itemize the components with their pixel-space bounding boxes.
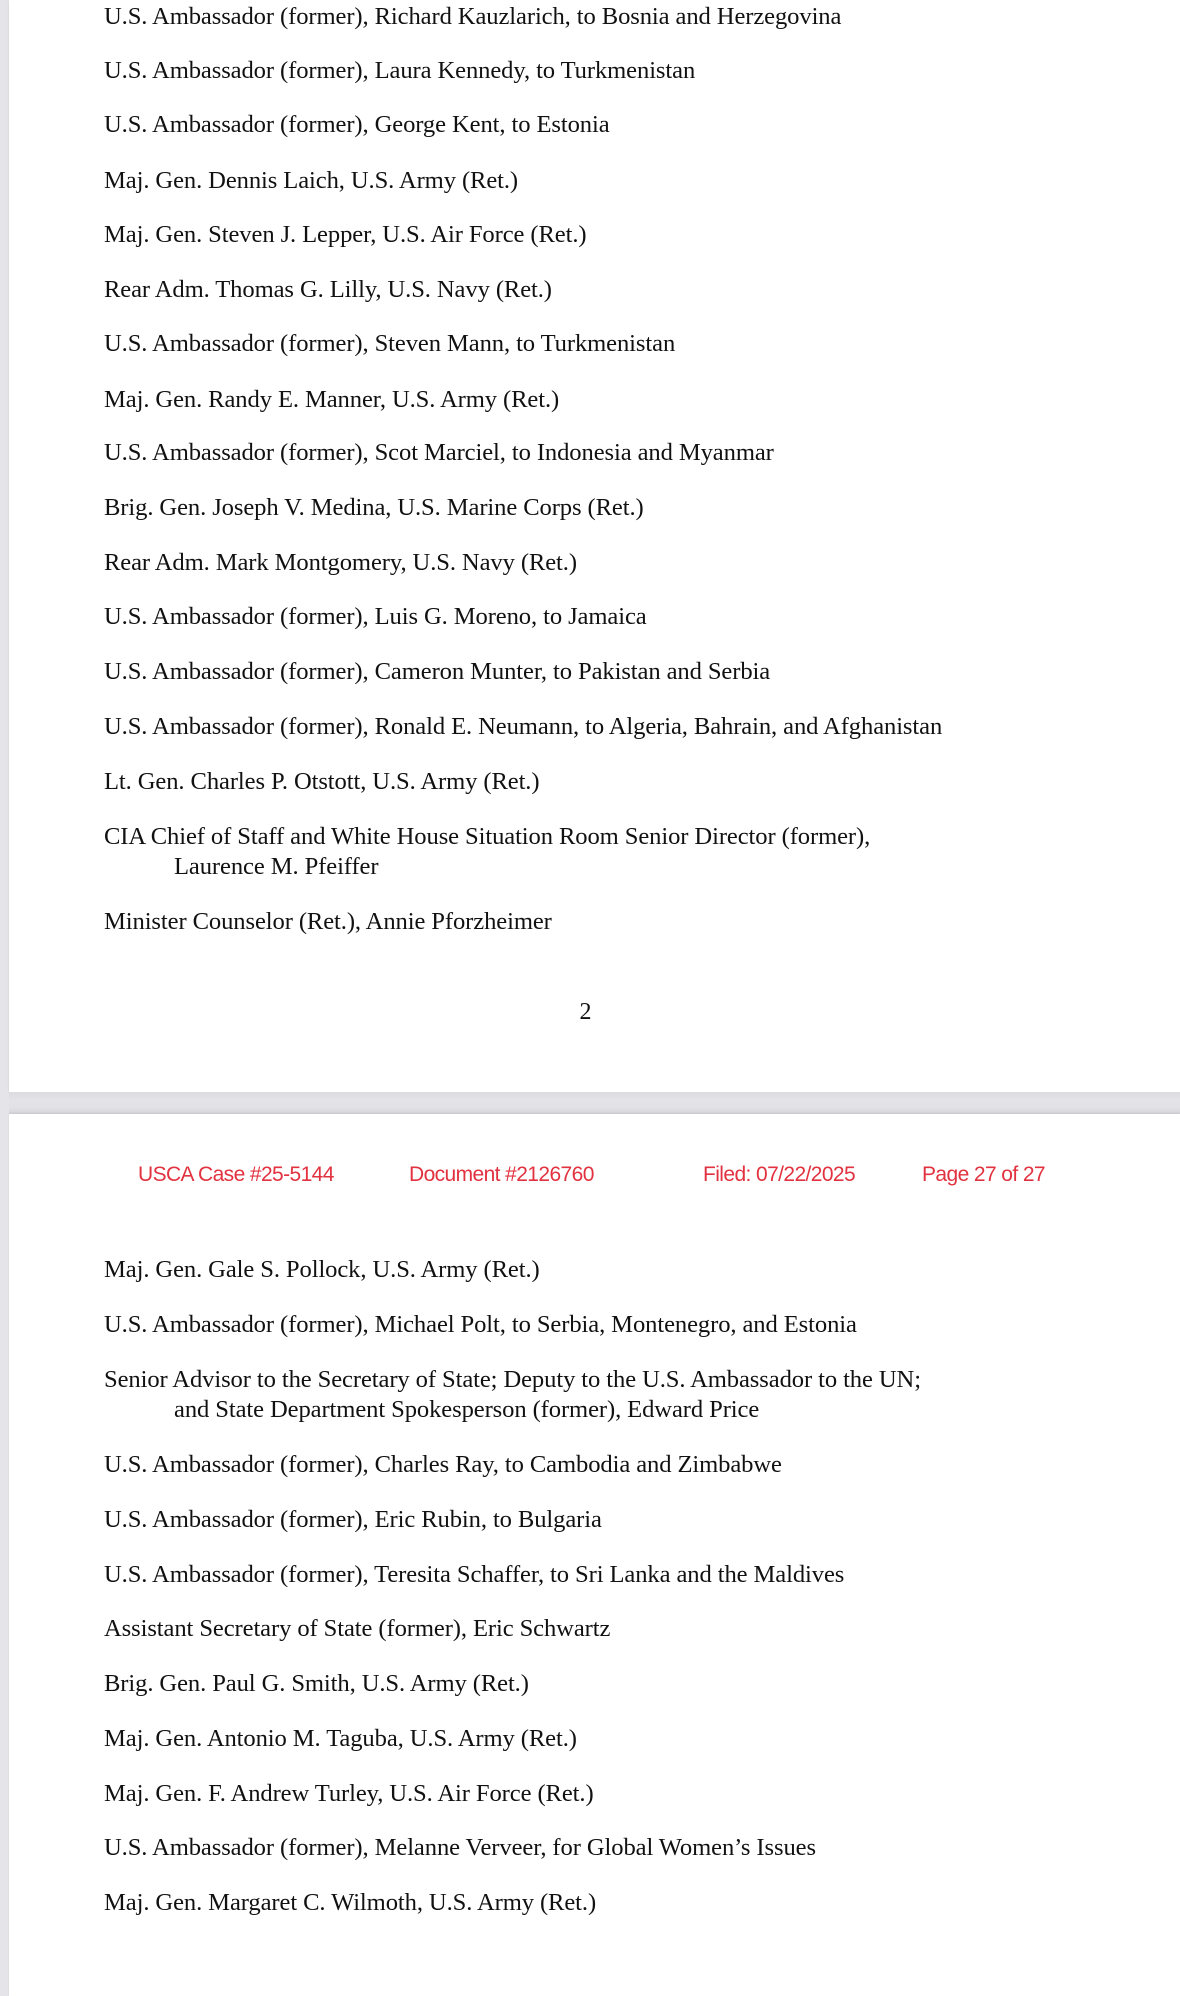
- document-page-bottom: [9, 1114, 1180, 1996]
- signatory-text: U.S. Ambassador (former), Melanne Verveer, for Global Women’s Issues: [104, 1834, 816, 1861]
- signatory-text: Maj. Gen. Dennis Laich, U.S. Army (Ret.): [104, 167, 519, 194]
- signatory-text: Maj. Gen. Gale S. Pollock, U.S. Army (Ret.): [104, 1256, 540, 1283]
- signatory-text: U.S. Ambassador (former), Richard Kauzlarich, to Bosnia and Herzegovina: [104, 3, 842, 30]
- signatory-text-continued: Laurence M. Pfeiffer: [174, 853, 379, 880]
- case-header: [0, 1160, 1180, 1190]
- signatory-entry: [104, 493, 644, 523]
- signatory-entry: [104, 110, 610, 140]
- signatory-entry: [104, 1833, 816, 1863]
- signatory-entry: [104, 657, 770, 687]
- signatory-text: Minister Counselor (Ret.), Annie Pforzheimer: [104, 908, 552, 935]
- signatory-entry: [104, 1310, 857, 1340]
- signatory-entry: [104, 1888, 596, 1918]
- signatory-entry: [104, 1779, 594, 1809]
- signatory-entry: [104, 329, 675, 359]
- page-separator: [9, 1092, 1180, 1114]
- signatory-text: Maj. Gen. Steven J. Lepper, U.S. Air Force (Ret.): [104, 221, 587, 248]
- signatory-entry: [104, 2, 841, 32]
- signatory-entry: [104, 1614, 610, 1644]
- signatory-text: U.S. Ambassador (former), Laura Kennedy, to Turkmenistan: [104, 57, 696, 84]
- signatory-text: U.S. Ambassador (former), Scot Marciel, to Indonesia and Myanmar: [104, 439, 774, 466]
- signatory-text: Brig. Gen. Paul G. Smith, U.S. Army (Ret.): [104, 1670, 529, 1697]
- signatory-entry: [104, 767, 539, 797]
- signatory-entry: [104, 822, 870, 882]
- signatory-text: Rear Adm. Thomas G. Lilly, U.S. Navy (Ret.): [104, 276, 552, 303]
- signatory-entry: [104, 548, 577, 578]
- signatory-text: Maj. Gen. F. Andrew Turley, U.S. Air Force (Ret.): [104, 1780, 594, 1807]
- signatory-text: Brig. Gen. Joseph V. Medina, U.S. Marine Corps (Ret.): [104, 494, 644, 521]
- page-number: 2: [579, 999, 592, 1025]
- signatory-entry: [104, 166, 518, 196]
- signatory-entry: [104, 1560, 844, 1590]
- filed-date: Filed: 07/22/2025: [703, 1163, 856, 1186]
- signatory-text: U.S. Ambassador (former), Ronald E. Neumann, to Algeria, Bahrain, and Afghanistan: [104, 713, 943, 740]
- signatory-text: U.S. Ambassador (former), Steven Mann, to Turkmenistan: [104, 330, 676, 357]
- signatory-text-continued: and State Department Spokesperson (former), Edward Price: [174, 1396, 760, 1423]
- signatory-text: U.S. Ambassador (former), Luis G. Moreno, to Jamaica: [104, 603, 647, 630]
- signatory-entry: [104, 1255, 540, 1285]
- signatory-text: Maj. Gen. Margaret C. Wilmoth, U.S. Army (Ret.): [104, 1889, 597, 1916]
- signatory-text: CIA Chief of Staff and White House Situation Room Senior Director (former),: [104, 823, 871, 850]
- document-number: Document #2126760: [409, 1163, 594, 1186]
- signatory-text: U.S. Ambassador (former), Teresita Schaffer, to Sri Lanka and the Maldives: [104, 1561, 845, 1588]
- signatory-text: Maj. Gen. Antonio M. Taguba, U.S. Army (Ret.): [104, 1725, 577, 1752]
- signatory-entry: [104, 1505, 602, 1535]
- signatory-entry: [104, 385, 559, 415]
- signatory-text: Senior Advisor to the Secretary of State; Deputy to the U.S. Ambassador to the UN;: [104, 1366, 921, 1393]
- signatory-entry: [104, 712, 942, 742]
- signatory-text: U.S. Ambassador (former), George Kent, to Estonia: [104, 111, 610, 138]
- page-count: Page 27 of 27: [922, 1163, 1045, 1186]
- signatory-entry: [104, 1365, 921, 1425]
- signatory-entry: [104, 220, 586, 250]
- signatory-text: Rear Adm. Mark Montgomery, U.S. Navy (Ret.): [104, 549, 577, 576]
- signatory-entry: [104, 602, 647, 632]
- signatory-text: Assistant Secretary of State (former), Eric Schwartz: [104, 1615, 611, 1642]
- signatory-text: U.S. Ambassador (former), Charles Ray, to Cambodia and Zimbabwe: [104, 1451, 782, 1478]
- signatory-entry: [104, 438, 774, 468]
- signatory-entry: [104, 1724, 577, 1754]
- signatory-text: U.S. Ambassador (former), Michael Polt, to Serbia, Montenegro, and Estonia: [104, 1311, 857, 1338]
- signatory-entry: [104, 907, 552, 937]
- signatory-text: Lt. Gen. Charles P. Otstott, U.S. Army (Ret.): [104, 768, 540, 795]
- signatory-entry: [104, 1450, 782, 1480]
- case-number: USCA Case #25-5144: [138, 1163, 334, 1186]
- signatory-entry: [104, 275, 552, 305]
- signatory-text: U.S. Ambassador (former), Eric Rubin, to Bulgaria: [104, 1506, 602, 1533]
- signatory-text: Maj. Gen. Randy E. Manner, U.S. Army (Ret.): [104, 386, 560, 413]
- signatory-entry: [104, 56, 695, 86]
- signatory-entry: [104, 1669, 529, 1699]
- signatory-text: U.S. Ambassador (former), Cameron Munter, to Pakistan and Serbia: [104, 658, 771, 685]
